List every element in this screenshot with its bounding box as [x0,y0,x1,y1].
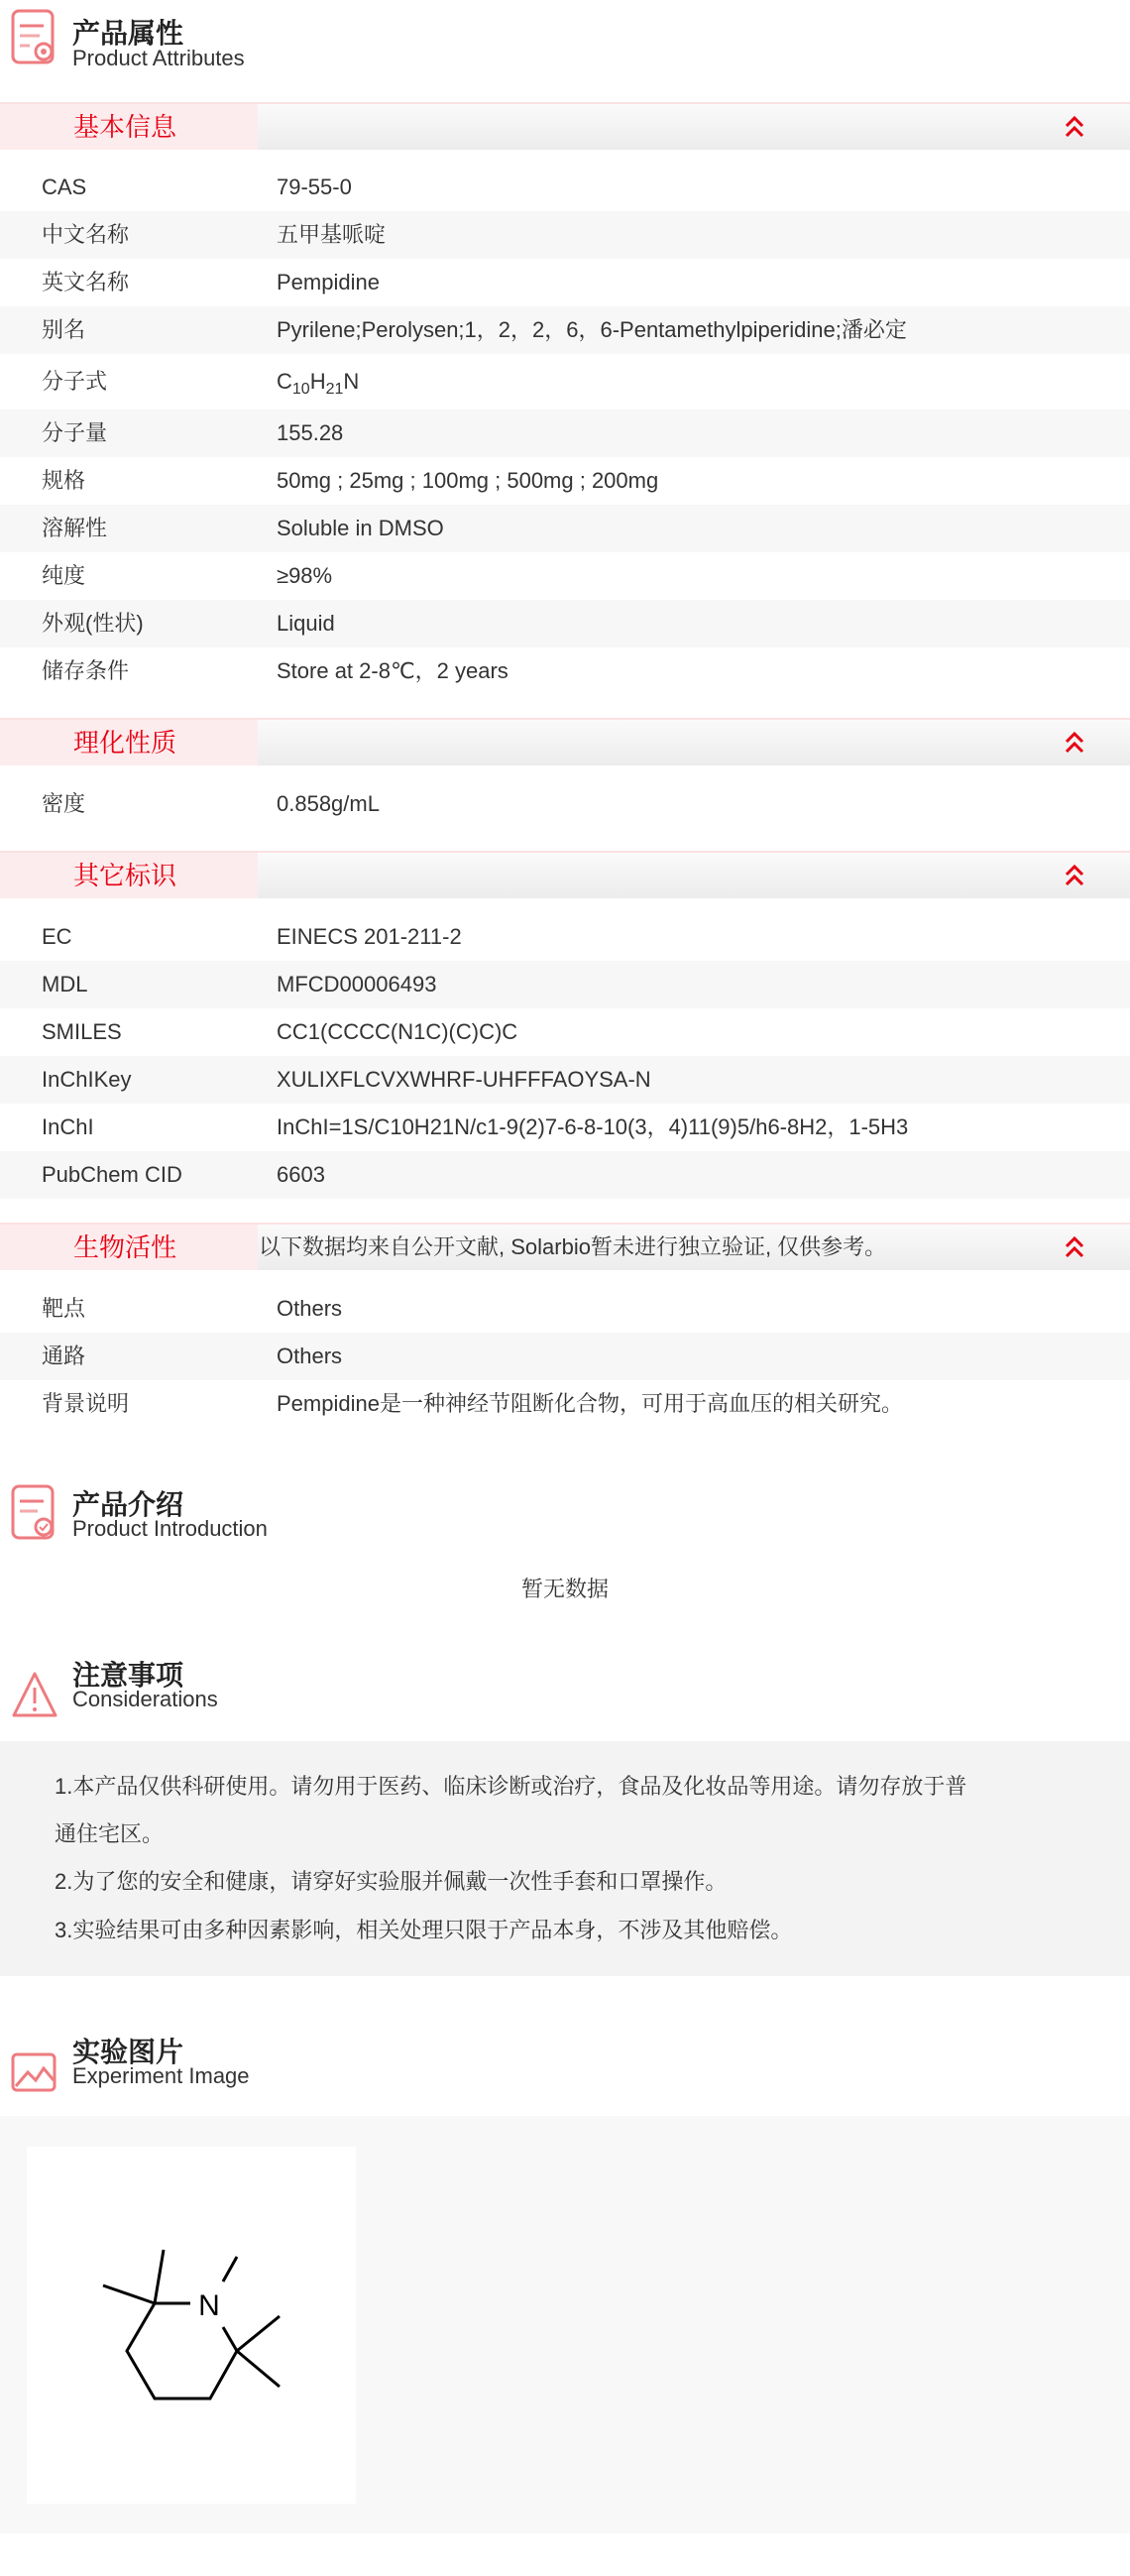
row-label: 密度 [42,791,86,816]
attribute-row [0,1056,1130,1104]
row-label: 中文名称 [42,222,130,247]
row-value: 6603 [277,1162,325,1187]
nitrogen-atom-label: N [198,2289,220,2322]
row-label: 外观(性状) [42,611,144,636]
row-value: MFCD00006493 [277,972,437,996]
row-value: $C_{10}H_{21}N$ [277,369,360,398]
attribute-row [0,1333,1130,1380]
row-value: CC1(CCCC(N1C)(C)C)C [277,1019,518,1044]
row-value: Liquid [277,611,335,636]
section-label: 其它标识 [0,853,258,898]
section-label: 基本信息 [0,104,258,150]
disclaimer-note: 以下数据均来自公开文献, Solarbio暂未进行独立验证, 仅供参考。 [259,1234,887,1259]
row-label: SMILES [42,1019,122,1044]
empty-state: 暂无数据 [520,1577,609,1601]
row-label: 别名 [42,317,86,342]
row-value: Pempidine是一种神经节阻断化合物，可用于高血压的相关研究。 [277,1391,903,1416]
section-label: 生物活性 [0,1225,258,1270]
collapse-chevron-icon[interactable] [1063,730,1086,756]
row-label: InChIKey [42,1067,132,1092]
attribute-row [0,306,1130,354]
structure-image[interactable] [27,2147,356,2504]
row-label: 分子式 [42,369,108,394]
row-label: 储存条件 [42,658,130,683]
attribute-row [0,1285,1130,1333]
document-check-icon [10,1483,59,1543]
section-title: 实验图片 [72,2037,184,2067]
consideration-line: 1.本产品仅供科研使用。请勿用于医药、临床诊断或治疗，食品及化妆品等用途。请勿存放于普 [55,1774,967,1799]
attribute-row [0,1151,1130,1199]
consideration-line: 3.实验结果可由多种因素影响，相关处理只限于产品本身，不涉及其他赔偿。 [55,1918,793,1942]
row-value: XULIXFLCVXWHRF-UHFFFAOYSA-N [277,1067,651,1092]
row-label: 靶点 [42,1296,86,1321]
row-label: 背景说明 [42,1391,130,1416]
row-value: Pyrilene;Perolysen;1，2，2，6，6-Pentamethylpiperidine;潘必定 [277,317,907,342]
attribute-row [0,354,1130,410]
attribute-row [0,505,1130,552]
attribute-row [0,1008,1130,1056]
chemical-structure [27,2147,356,2504]
row-value: 五甲基哌啶 [277,222,387,247]
row-value: Others [277,1296,343,1321]
attribute-row [0,1380,1130,1428]
attribute-row [0,647,1130,695]
row-label: 通路 [42,1344,86,1368]
attribute-row [0,410,1130,457]
row-value: InChI=1S/C10H21N/c1-9(2)7-6-8-10(3，4)11(9)5/h6-8H2，1-5H3 [277,1114,909,1139]
row-label: InChI [42,1114,94,1139]
section-subtitle: Product Introduction [72,1516,268,1541]
section-label: 理化性质 [0,720,258,765]
attribute-row [0,552,1130,600]
row-label: 英文名称 [42,270,130,294]
row-label: 溶解性 [42,516,108,540]
experiment-gallery [0,2116,1130,2533]
row-label: MDL [42,972,88,996]
row-label: CAS [42,175,87,199]
attribute-row [0,211,1130,259]
section-bar-basic[interactable] [0,102,1130,150]
attribute-row [0,164,1130,211]
attribute-row [0,457,1130,505]
row-value: Soluble in DMSO [277,516,444,540]
document-gear-icon [10,8,59,67]
collapse-chevron-icon[interactable] [1063,114,1086,140]
row-label: 纯度 [42,563,86,588]
row-value: 50mg ; 25mg ; 100mg ; 500mg ; 200mg [277,468,659,493]
collapse-chevron-icon[interactable] [1063,863,1086,888]
image-icon [10,2045,59,2104]
row-label: 规格 [42,468,86,493]
warning-icon [10,1666,59,1725]
section-subtitle: Product Attributes [72,46,245,70]
row-label: EC [42,924,72,949]
attribute-row [0,600,1130,647]
collapse-chevron-icon[interactable] [1063,1234,1086,1260]
section-bar-physchem[interactable] [0,718,1130,765]
row-value: 155.28 [277,420,344,445]
attribute-row [0,780,1130,828]
section-bar-ids[interactable] [0,851,1130,898]
row-value: Store at 2-8℃，2 years [277,658,508,683]
considerations-box [0,1741,1130,1976]
section-bar-bio[interactable] [0,1223,1130,1270]
row-value: 0.858g/mL [277,791,380,816]
section-title: 产品属性 [72,18,184,49]
section-title: 注意事项 [72,1660,184,1691]
row-label: 分子量 [42,420,108,445]
section-title: 产品介绍 [72,1489,184,1520]
attribute-row [0,259,1130,306]
consideration-line: 2.为了您的安全和健康，请穿好实验服并佩戴一次性手套和口罩操作。 [55,1869,728,1894]
section-subtitle: Experiment Image [72,2063,250,2088]
row-value: 79-55-0 [277,175,352,199]
row-value: Pempidine [277,270,380,294]
consideration-line: 通住宅区。 [55,1821,165,1846]
attribute-row [0,913,1130,961]
row-value: ≥98% [277,563,333,588]
row-value: Others [277,1344,343,1368]
attribute-row [0,961,1130,1008]
row-label: PubChem CID [42,1162,182,1187]
attribute-row [0,1104,1130,1151]
section-subtitle: Considerations [72,1687,218,1711]
row-value: EINECS 201-211-2 [277,924,462,949]
